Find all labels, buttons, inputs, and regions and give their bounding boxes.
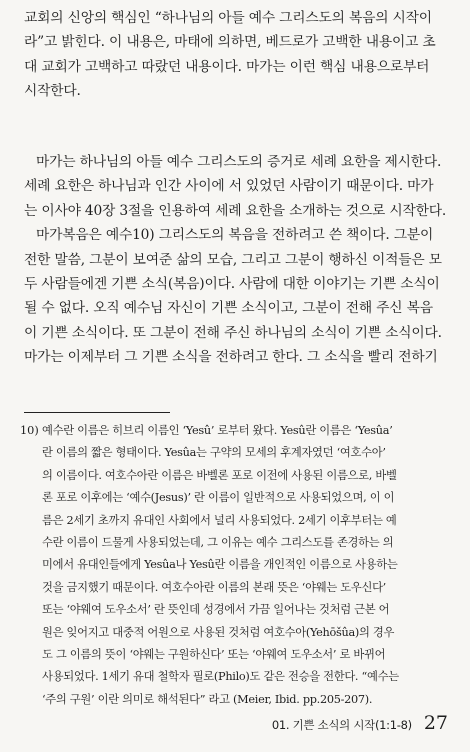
text-line: 될 수 없다. 오직 예수님 자신이 기쁜 소식이고, 그분이 전해 주신 복음 (24, 300, 433, 317)
text-line: 교회의 신앙의 핵심인 “하나님의 아들 예수 그리스도의 복음의 시작이 (24, 10, 432, 26)
text-line: 세례 요한은 하나님과 인간 사이에 서 있었던 사람이기 때문이다. 마가 (24, 178, 434, 195)
text-line: 대 교회가 고백하고 따랐던 내용이다. 마가는 이런 핵심 내용으로부터 (24, 58, 430, 75)
page-footer (272, 712, 448, 734)
footnote-number: 10) (20, 424, 39, 437)
footnote-text (42, 420, 450, 711)
running-footer-chapter: 01. 기쁜 소식의 시작(1:1-8) (271, 718, 412, 732)
footnote-line: 도 그 이름의 뜻이 ‘야웨는 구원하신다’ 또는 ‘야웨여 도우소서’ 로 바뀌어 (42, 648, 386, 662)
footnote-line: 원은 잊어지고 대중적 어원으로 사용된 것처럼 여호수아(Yehōšûa)의 경우 (42, 625, 395, 639)
footnote-divider (24, 412, 170, 413)
footnote-line: 미에서 유대인들에게 Yesûa나 Yesû란 이름을 개인적인 이름으로 사용하는 (42, 558, 398, 572)
text-line: 는 이사야 40장 3절을 인용하여 세례 요한을 소개하는 것으로 시작한다. (24, 202, 447, 219)
footnote-line: 수란 이름이 드물게 사용되었는데, 그 이유는 예수 그리스도를 존경하는 의 (42, 536, 394, 550)
text-line: 이 기쁜 소식이다. 또 그분이 전해 주신 하나님의 소식이 기쁜 소식이다. (24, 324, 442, 341)
text-line: 시작한다. (24, 83, 81, 100)
text-line: 라”고 밝힌다. 이 내용은, 마태에 의하면, 베드로가 고백한 내용이고 초 (24, 34, 436, 51)
text-line: 전한 말씀, 그분이 보여준 삶의 모습, 그리고 그분이 행하신 이적들은 모 (24, 251, 442, 268)
footnote-line: ‘주의 구원’ 이란 의미로 해석된다” 라고 (Meier, Ibid. pp.205-207). (42, 692, 373, 706)
body-paragraph-2 (24, 150, 448, 370)
footnote-line: 사용되었다. 1세기 유대 철학자 필로(Philo)도 같은 전승을 전한다. “예수는 (42, 670, 399, 684)
footnote-line: 론 포로 이후에는 ‘예수(Jesus)’ 란 이름이 일반적으로 사용되었으며, 이 이 (42, 491, 395, 505)
footnote-line: 란 이름의 짧은 형태이다. Yesûa는 구약의 모세의 후계자였던 ‘여호수아’ (42, 446, 386, 460)
text-line: 마가는 하나님의 아들 예수 그리스도의 증거로 세례 요한을 제시한다. (36, 154, 442, 170)
footnote-line: 름은 2세기 초까지 유대인 사회에서 널리 사용되었다. 2세기 이후부터는 예 (42, 513, 397, 527)
footnote-line: 또는 ‘야웨여 도우소서’ 란 뜻인데 성경에서 가끔 일어나는 것처럼 근본 어 (42, 603, 390, 617)
body-paragraph-1 (24, 6, 448, 104)
footnote-line: 의 이름이다. 여호수아란 이름은 바벨론 포로 이전에 사용된 이름으로, 바벨 (42, 468, 397, 482)
text-line: 두 사람들에겐 기쁜 소식(복음)이다. 사람에 대한 이야기는 기쁜 소식이 (24, 276, 440, 293)
footnote-line: 예수란 이름은 히브리 이름인 ‘Yesû’ 로부터 왔다. Yesû란 이름은 ‘Yesûa’ (42, 424, 393, 437)
text-line: 마가는 이제부터 그 기쁜 소식을 전하려고 한다. 그 소식을 빨리 전하기 (24, 349, 438, 366)
footnote-line: 것을 금지했기 때문이다. 여호수아란 이름의 본래 뜻은 ‘야웨는 도우신다’ (42, 580, 386, 594)
page-number: 27 (423, 712, 448, 734)
text-line: 마가복음은 예수10) 그리스도의 복음을 전하려고 쓴 책이다. 그분이 (36, 227, 434, 244)
